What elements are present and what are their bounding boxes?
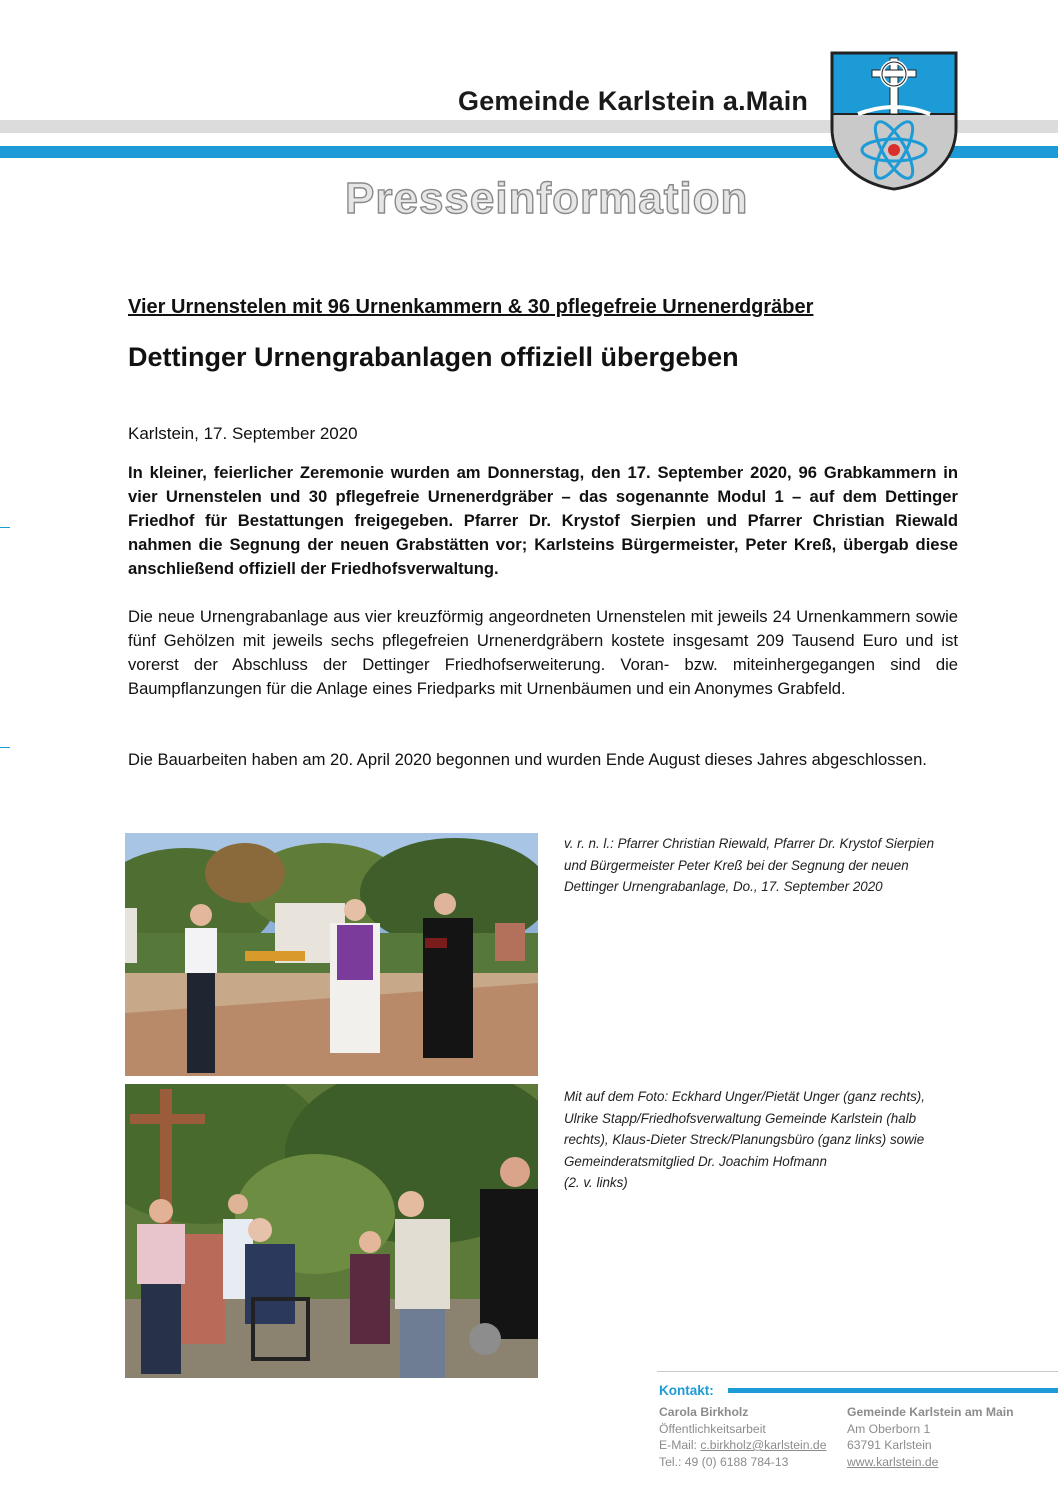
contact-phone: Tel.: 49 (0) 6188 784-13 (659, 1454, 789, 1469)
contact-email-label: E-Mail: (659, 1438, 701, 1452)
coat-of-arms-icon (828, 50, 960, 192)
contact-website-link[interactable]: www.karlstein.de (847, 1454, 939, 1469)
contact-office-name: Gemeinde Karlstein am Main (847, 1405, 1014, 1419)
fold-mark (0, 527, 10, 528)
contact-email-row (659, 1437, 826, 1454)
contact-office-street: Am Oberborn 1 (847, 1421, 931, 1436)
photo-caption (564, 1086, 974, 1194)
caption-line: Gemeinderatsmitglied Dr. Joachim Hofmann (564, 1153, 827, 1169)
caption-line: (2. v. links) (564, 1175, 628, 1190)
article-subtitle: Vier Urnenstelen mit 96 Urnenkammern & 30 pflegefreie Urnenerdgräber (128, 296, 814, 318)
contact-divider (657, 1371, 1058, 1372)
article-headline: Dettinger Urnengrabanlagen offiziell übergeben (128, 342, 739, 372)
caption-line: Ulrike Stapp/Friedhofsverwaltung Gemeinde Karlstein (halb (564, 1110, 917, 1126)
contact-person-role: Öffentlichkeitsarbeit (659, 1421, 766, 1436)
contact-email-link[interactable]: c.birkholz@karlstein.de (700, 1438, 827, 1452)
organization-name: Gemeinde Karlstein a.Main (458, 86, 809, 116)
caption-line: Dettinger Urnengrabanlage, Do., 17. September 2020 (564, 879, 883, 894)
photo-caption (564, 833, 974, 898)
contact-office (847, 1404, 1014, 1470)
caption-line: rechts), Klaus-Dieter Streck/Planungsbüro (ganz links) sowie (564, 1132, 925, 1147)
photo-blessing-ceremony (125, 833, 538, 1076)
caption-line: v. r. n. l.: Pfarrer Christian Riewald, Pfarrer Dr. Krystof Sierpien (564, 836, 935, 851)
contact-accent-bar (728, 1388, 1058, 1393)
photo-group-attendees (125, 1084, 538, 1378)
contact-person-name: Carola Birkholz (659, 1405, 749, 1419)
contact-title: Kontakt: (659, 1383, 714, 1398)
article-lead-paragraph: In kleiner, feierlicher Zeremonie wurden am Donnerstag, den 17. September 2020, 96 Grabkammern in vier Urnenstelen und 30 pflegefreie Urnenerdgräber – das sogenannte Modul 1 – auf dem Dettinger Friedhof für Bestattungen freigegeben. Pfarrer Dr. Krystof Sierpien und Pfarrer Christian Riewald nahmen die Segnung der neuen Grabstätten vor; Karlsteins Bürgermeister, Peter Kreß, übergab diese anschließend offiziell der Friedhofsverwaltung. (128, 463, 958, 578)
article-paragraph: Die neue Urnengrabanlage aus vier kreuzförmig angeordneten Urnenstelen mit jeweils 24 Urnenkammern sowie fünf Gehölzen mit jeweils sechs pflegefreien Urnenerdgräbern kostete insgesamt 209 Tausend Euro und ist vorerst der Abschluss der Dettinger Friedhofserweiterung. Voran- bzw. miteinhergegangen sind die Baumpflanzungen für die Anlage eines Friedparks mit Urnenbäumen und ein Anonymes Grabfeld. (128, 607, 958, 698)
document-type-title: Presseinformation (345, 174, 749, 223)
fold-mark (0, 747, 10, 748)
article-dateline: Karlstein, 17. September 2020 (128, 424, 358, 443)
caption-line: und Bürgermeister Peter Kreß bei der Segnung der neuen (564, 857, 909, 873)
article-paragraph: Die Bauarbeiten haben am 20. April 2020 begonnen und wurden Ende August dieses Jahres abgeschlossen. (128, 750, 927, 769)
caption-line: Mit auf dem Foto: Eckhard Unger/Pietät Unger (ganz rechts), (564, 1089, 925, 1104)
contact-person (659, 1404, 826, 1470)
contact-office-city: 63791 Karlstein (847, 1438, 932, 1452)
